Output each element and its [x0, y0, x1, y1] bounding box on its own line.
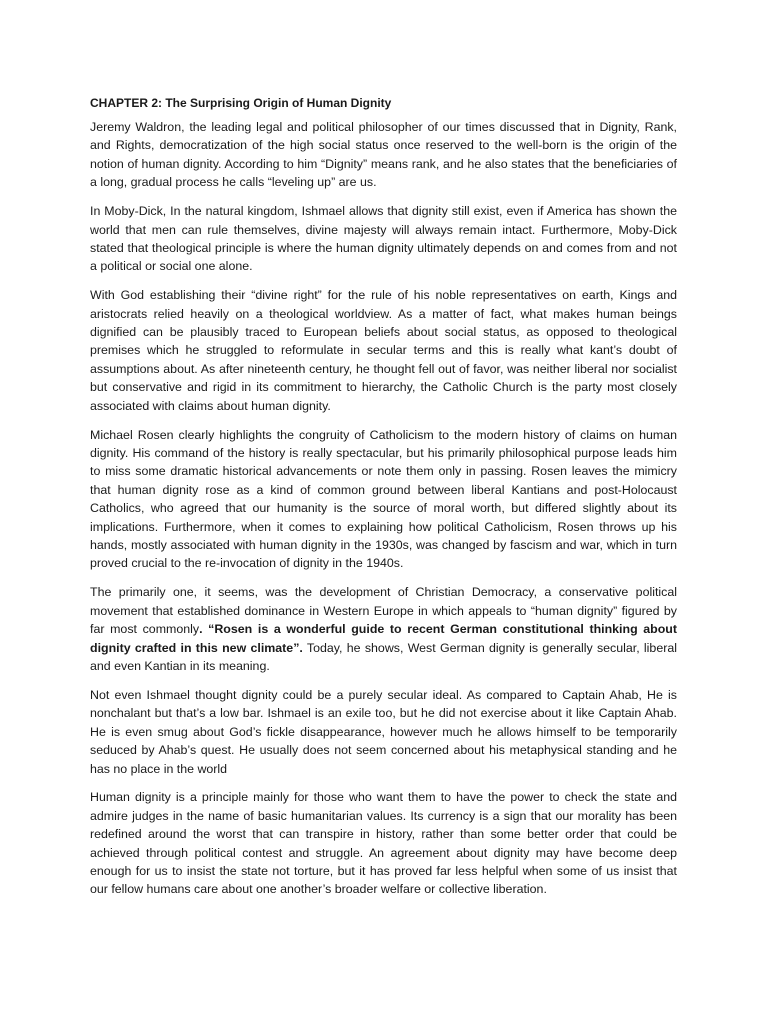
document-page [90, 94, 677, 909]
paragraph-divine-right: With God establishing their “divine right” for the rule of his noble representatives on earth, Kings and aristocrats relied heavily on a theological worldview. As a matter of fact, what makes human beings dignified can be plausibly traced to European beliefs about social status, as opposed to theological premises which he struggled to reformulate in secular terms and this is really what kant’s doubt of assumptions about. As after nineteenth century, he thought fell out of favor, was neither liberal nor socialist but conservative and rigid in its commitment to hierarchy, the Catholic Church is the party most closely associated with claims about human dignity. [90, 288, 677, 413]
chapter-title: CHAPTER 2: The Surprising Origin of Human Dignity [90, 96, 392, 110]
paragraph-christian-democracy [90, 583, 677, 675]
paragraph-rosen: Michael Rosen clearly highlights the congruity of Catholicism to the modern history of claims on human dignity. His command of the history is really spectacular, but his primarily philosophical purpose leads him to miss some dramatic historical advancements or note them only in passing. Rosen leaves the mimicry that human dignity rose as a kind of common ground between liberal Kantians and post-Holocaust Catholics, who agreed that our humanity is the source of moral worth, but differed slightly about its implications. Furthermore, when it comes to explaining how political Catholicism, Rosen throws up his hands, mostly associated with human dignity in the 1930s, was changed by fascism and war, which in turn proved crucial to the re-invocation of dignity in the 1940s. [90, 427, 677, 571]
bold-quote: . “Rosen is a wonderful guide to recent German constitutional thinking about dignity crafted in this new climate”. [90, 622, 678, 655]
paragraph-waldron: Jeremy Waldron, the leading legal and political philosopher of our times discussed that in Dignity, Rank, and Rights, democratization of the high social status once reserved to the well-born is the origin of the notion of human dignity. According to him “Dignity” means rank, and he also states that the beneficiaries of a long, gradual process he calls “leveling up” are us. [90, 120, 677, 190]
paragraph-moby-dick: In Moby-Dick, In the natural kingdom, Ishmael allows that dignity still exist, even if America has shown the world that men can rule themselves, divine majesty will always remain intact. Furthermore, Moby-Dick stated that theological principle is where the human dignity ultimately depends on and comes from and not a political or social one alone. [90, 204, 677, 274]
paragraph-ishmael: Not even Ishmael thought dignity could be a purely secular ideal. As compared to Captain Ahab, He is nonchalant but that’s a low bar. Ishmael is an exile too, but he did not exercise about it like Captain Ahab. He is even smug about God’s fickle disappearance, however much he allows himself to be temporarily seduced by Ahab’s quest. He usually does not seem concerned about his metaphysical standing and he has no place in the world [90, 687, 677, 776]
paragraph-text-after: Today, he shows, West German dignity is generally secular, liberal and even Kantian in its meaning. [90, 640, 677, 673]
paragraph-text-before: The primarily one, it seems, was the development of Christian Democracy, a conservative political movement that established dominance in Western Europe in which appeals to “human dignity” figured by far most commonly [90, 585, 677, 637]
paragraph-human-dignity: Human dignity is a principle mainly for those who want them to have the power to check the state and admire judges in the name of basic humanitarian values. Its currency is a sign that our morality has been redefined around the worst that can transpire in history, rather than some better order that could be achieved through political contest and struggle. An agreement about dignity may have become deep enough for us to insist the state not torture, but it has proved far less helpful when some of us insist that our fellow humans care about one another’s broader welfare or collective liberation. [90, 790, 677, 897]
